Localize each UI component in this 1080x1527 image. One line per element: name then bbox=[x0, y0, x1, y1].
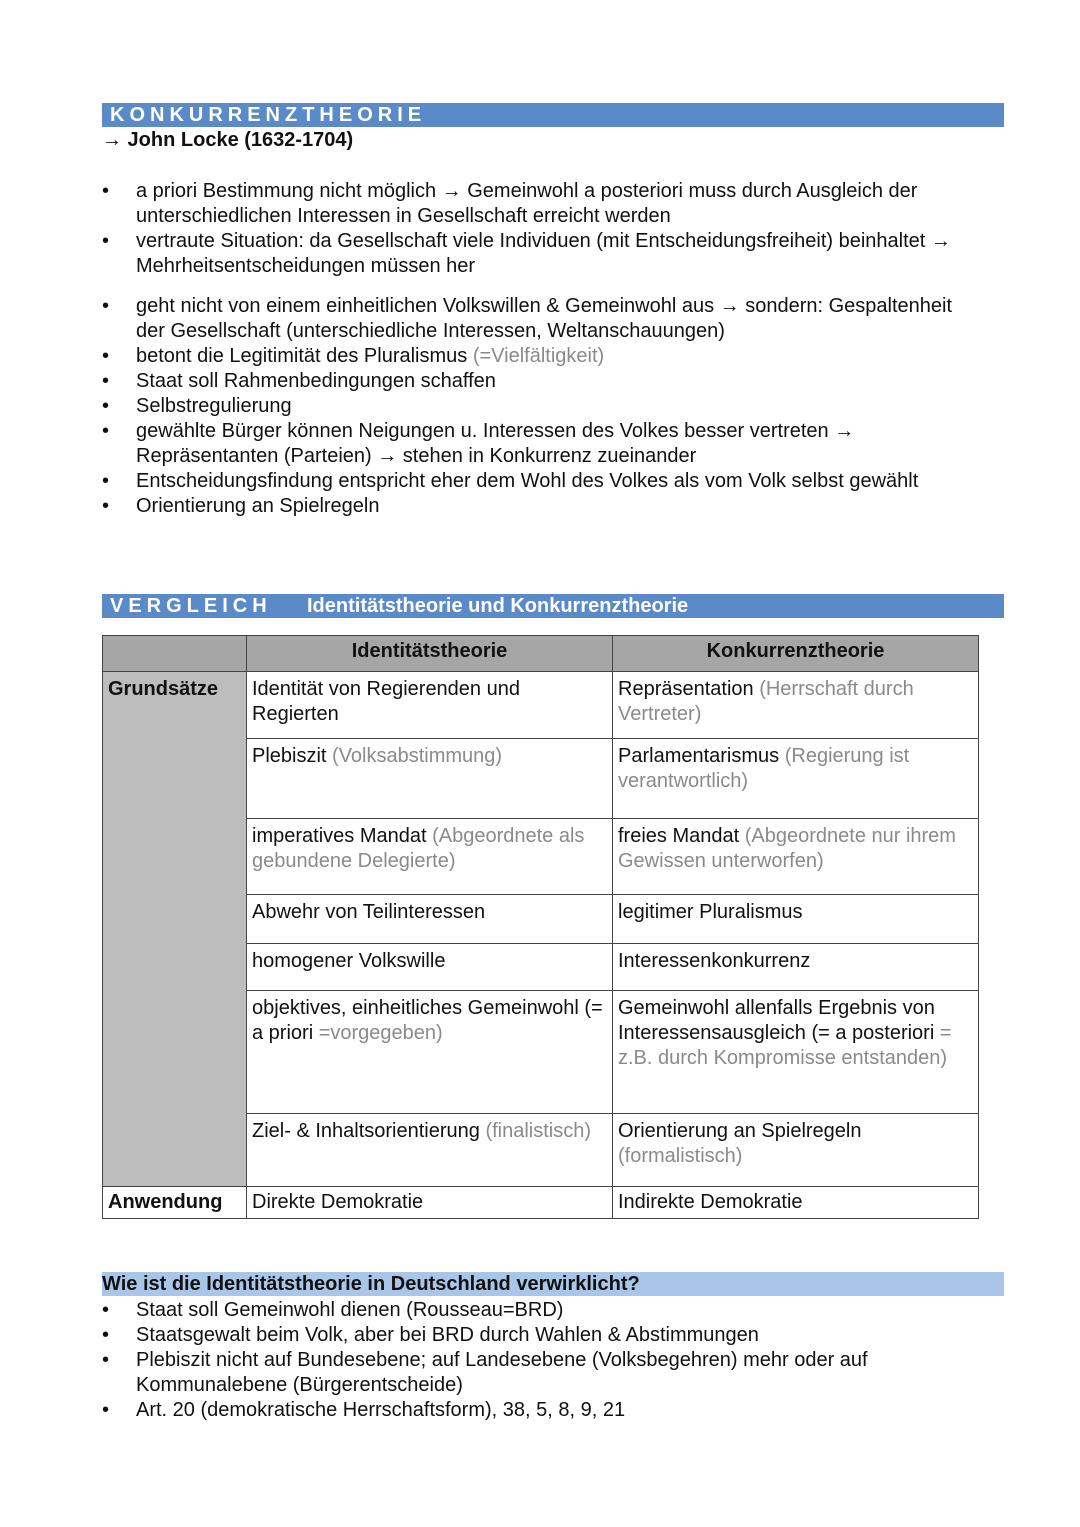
cell-text: Abwehr von Teilinteressen bbox=[252, 901, 486, 923]
cell-text: legitimer Pluralismus bbox=[618, 901, 803, 923]
cell-konkurrenz bbox=[613, 739, 979, 819]
cell-konkurrenz bbox=[613, 991, 979, 1114]
cell-text: Identität von Regierenden und Regierten bbox=[252, 678, 520, 725]
cell-note: (Abgeordnete nur ihrem Gewissen unterworfen) bbox=[618, 825, 956, 872]
list-item: • gewählte Bürger können Neigungen u. Interessen des Volkes besser vertreten → Repräsentanten (Parteien) → stehen in Konkurrenz zueinander bbox=[100, 419, 980, 469]
list-item bbox=[100, 344, 980, 369]
section-subtitle: Identitätstheorie und Konkurrenztheorie bbox=[307, 595, 689, 617]
cell-text: Orientierung an Spielregeln bbox=[618, 1120, 862, 1142]
list-item: • Entscheidungsfindung entspricht eher dem Wohl des Volkes als vom Volk selbst gewählt bbox=[100, 469, 980, 494]
list-item: • Orientierung an Spielregeln bbox=[100, 494, 980, 519]
cell-text: imperatives Mandat bbox=[252, 825, 433, 847]
list-item: • Plebiszit nicht auf Bundesebene; auf Landesebene (Volksbegehren) mehr oder auf Kommunalebene (Bürgerentscheide) bbox=[100, 1348, 980, 1398]
cell-text: homogener Volkswille bbox=[252, 950, 446, 972]
cell-konkurrenz: Indirekte Demokratie bbox=[613, 1187, 979, 1219]
section-header-question bbox=[102, 1272, 1004, 1296]
table-row bbox=[103, 672, 979, 739]
cell-text: Repräsentation bbox=[618, 678, 760, 700]
bullet-list-b bbox=[100, 294, 980, 519]
cell-note: (Herrschaft durch Vertreter) bbox=[618, 678, 914, 725]
cell-identitaet bbox=[247, 1114, 613, 1187]
cell-text: Plebiszit bbox=[252, 745, 333, 767]
cell-identitaet bbox=[247, 991, 613, 1114]
table-header-row bbox=[103, 636, 979, 672]
list-item: • Staat soll Gemeinwohl dienen (Rousseau=BRD) bbox=[100, 1298, 980, 1323]
section-title: KONKURRENZTHEORIE bbox=[110, 104, 427, 126]
list-item: • Staat soll Rahmenbedingungen schaffen bbox=[100, 369, 980, 394]
item-note: (=Vielfältigkeit) bbox=[472, 345, 605, 367]
cell-text: objektives, einheitliches Gemeinwohl (= a priori bbox=[252, 997, 603, 1044]
cell-note: (Abgeordnete als gebundene Delegierte) bbox=[252, 825, 585, 872]
list-item: • geht nicht von einem einheitlichen Volkswillen & Gemeinwohl aus → sondern: Gespaltenheit der Gesellschaft (unterschiedliche Interessen, Weltanschauungen) bbox=[100, 294, 980, 344]
cell-text: Gemeinwohl allenfalls Ergebnis von Interessensausgleich (= a posteriori bbox=[618, 997, 940, 1044]
cell-note: =vorgegeben) bbox=[318, 1022, 443, 1044]
cell-identitaet bbox=[247, 672, 613, 739]
cell-konkurrenz bbox=[613, 944, 979, 991]
cell-konkurrenz bbox=[613, 1114, 979, 1187]
cell-konkurrenz bbox=[613, 672, 979, 739]
list-item: • Staatsgewalt beim Volk, aber bei BRD durch Wahlen & Abstimmungen bbox=[100, 1323, 980, 1348]
section-title: VERGLEICH bbox=[110, 595, 272, 617]
cell-identitaet bbox=[247, 895, 613, 944]
cell-note: (formalistisch) bbox=[618, 1145, 743, 1167]
cell-identitaet: Direkte Demokratie bbox=[247, 1187, 613, 1219]
bullet-list-c bbox=[100, 1298, 980, 1423]
cell-text: freies Mandat bbox=[618, 825, 745, 847]
cell-identitaet bbox=[247, 819, 613, 895]
list-item: • Selbstregulierung bbox=[100, 394, 980, 419]
cell-note: (Volksabstimmung) bbox=[332, 745, 503, 767]
list-item: • a priori Bestimmung nicht möglich → Gemeinwohl a posteriori muss durch Ausgleich der unterschiedlichen Interessen in Gesellschaft erreicht werden bbox=[100, 179, 980, 229]
cell-note: (Regierung ist verantwortlich) bbox=[618, 745, 910, 792]
header-empty bbox=[103, 636, 247, 672]
row-label-anwendung: Anwendung bbox=[103, 1187, 247, 1219]
row-label-grundsaetze: Grundsätze bbox=[103, 672, 247, 1187]
comparison-table bbox=[102, 635, 979, 1219]
cell-identitaet bbox=[247, 739, 613, 819]
author-line: → John Locke (1632-1704) bbox=[102, 129, 354, 151]
bullet-list-a bbox=[100, 179, 980, 279]
cell-konkurrenz bbox=[613, 895, 979, 944]
header-konkurrenztheorie: Konkurrenztheorie bbox=[613, 636, 979, 672]
table-row bbox=[103, 1187, 979, 1219]
cell-note: (finalistisch) bbox=[485, 1120, 592, 1142]
header-identitaetstheorie: Identitätstheorie bbox=[247, 636, 613, 672]
question-title: Wie ist die Identitätstheorie in Deutschland verwirklicht? bbox=[102, 1273, 640, 1295]
cell-text: Ziel- & Inhaltsorientierung bbox=[252, 1120, 486, 1142]
section-header-vergleich bbox=[102, 594, 1004, 618]
cell-text: Parlamentarismus bbox=[618, 745, 785, 767]
list-item: • Art. 20 (demokratische Herrschaftsform), 38, 5, 8, 9, 21 bbox=[100, 1398, 980, 1423]
cell-konkurrenz bbox=[613, 819, 979, 895]
cell-text: Interessenkonkurrenz bbox=[618, 950, 811, 972]
list-item: • vertraute Situation: da Gesellschaft viele Individuen (mit Entscheidungsfreiheit) beinhaltet → Mehrheitsentscheidungen müssen her bbox=[100, 229, 980, 279]
section-header-konkurrenztheorie bbox=[102, 103, 1004, 127]
cell-identitaet bbox=[247, 944, 613, 991]
cell-note: = z.B. durch Kompromisse entstanden) bbox=[618, 1022, 952, 1069]
item-text: betont die Legitimität des Pluralismus bbox=[136, 345, 473, 367]
